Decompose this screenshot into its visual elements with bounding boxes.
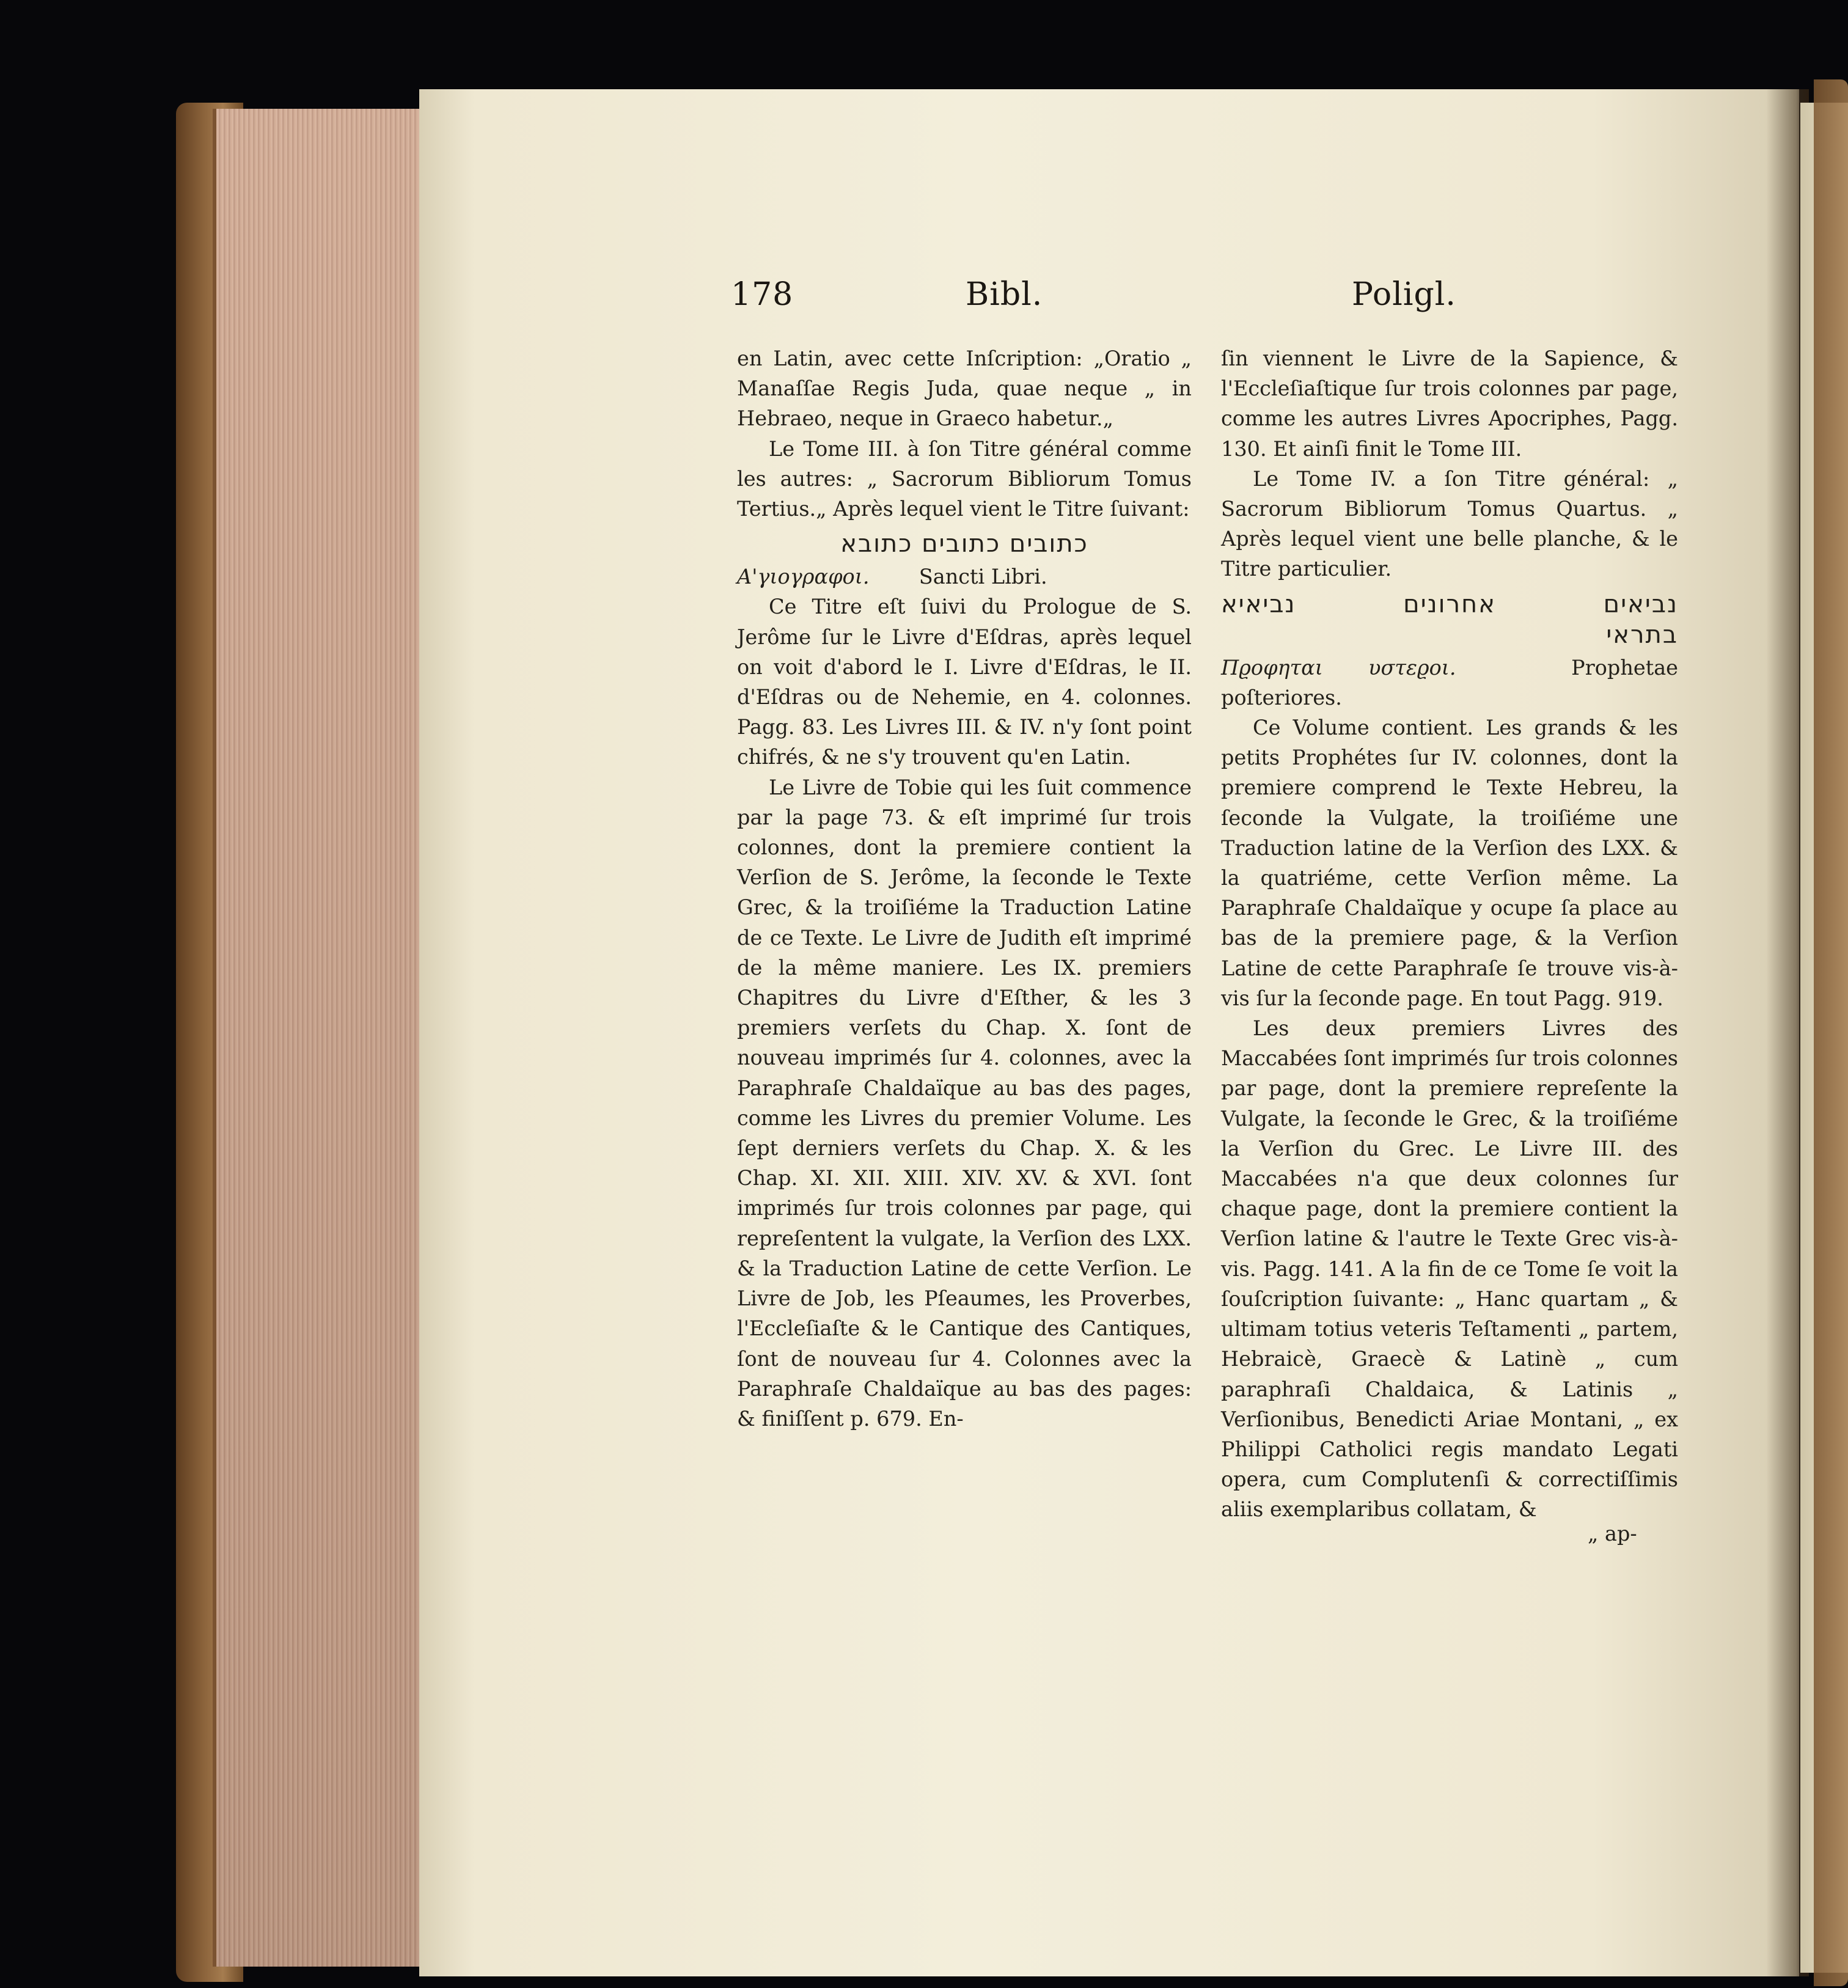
paragraph: ſin viennent le Livre de la Sapience, & l'Eccleſiaſtique ſur trois colonnes par page, comme les autres Livres Apocriphes, Pagg. 130. Et ainſi finit le Tome III. [1221,347,1678,461]
catchword: „ ap- [1588,1522,1637,1546]
greek-title-line [737,562,1192,592]
text-column-right [1221,343,1678,1525]
paragraph: Le Tome III. à ſon Titre général comme les autres: „ Sacrorum Bibliorum Tomus Tertius.„ Après lequel vient le Titre ſuivant: [737,436,1192,521]
hebrew-title-line2: בתראי [1606,620,1678,649]
page-edges [213,109,423,1967]
greek-title-line [1221,653,1678,713]
paragraph: Le Livre de Tobie qui les ſuit commence par la page 73. & eſt imprimé ſur trois colonnes, dont la premiere contient la Verſion de S. Jerôme, la ſeconde le Texte Grec, & la troiſiéme la Traduction Latine de ce Texte. Le Livre de Judith eſt imprimé de la même maniere. Les IX. premiers Chapitres du Livre d'Eſther, & les 3 premiers verſets du Chap. X. ſont de nouveau imprimés ſur 4. colonnes, avec la Paraphraſe Chaldaïque au bas des pages, comme les Livres du premier Volume. Les ſept derniers verſets du Chap. X. & les Chap. XI. XII. XIII. XIV. XV. & XVI. ſont imprimés ſur trois colonnes par page, qui repreſentent la vulgate, la Verſion des LXX. & la Traduction Latine de cette Verſion. Le Livre de Job, les Pſeaumes, les Proverbes, l'Eccleſiaſte & le Cantique des Cantiques, ſont de nouveau ſur 4. Colonnes avec la Paraphraſe Chaldaïque au bas des pages: & finiſſent p. 679. En- [737,775,1192,1431]
page-number: 178 [731,276,794,313]
hebrew-title: כתובים כתובים כתובא [840,530,1088,559]
paragraph: Les deux premiers Livres des Maccabées ſont imprimés ſur trois colonnes par page, dont la premiere repreſente la Vulgate, la ſeconde le Grec, & la troiſiéme la Verſion du Grec. Le Livre III. des Maccabées n'a que deux colonnes ſur chaque page, dont la premiere contient la Verſion latine & l'autre le Texte Grec vis-à-vis. Pagg. 141. A la fin de ce Tome ſe voit la ſouſcription ſuivante: „ Hanc quartam „ & ultimam totius veteris Teſtamenti „ partem, Hebraicè, Graecè & Latinè „ cum paraphraſi Chaldaica, & Latinis „ Verſionibus, Benedicti Ariae Montani, „ ex Philippi Catholici regis mandato Legati opera, cum Complutenſi & correctiſſimis aliis exemplaribus collatam, & [1221,1016,1678,1522]
paragraph: en Latin, avec cette Inſcription: „Oratio „ Manaſſae Regis Juda, quae neque „ in Hebraeo, neque in Graeco habetur.„ [737,347,1192,431]
greek-title: Α'γιογραφοι. [737,565,870,589]
text-column-left [737,343,1192,1434]
paragraph: Ce Titre eſt ſuivi du Prologue de S. Jerôme ſur le Livre d'Eſdras, après lequel on voit d'abord le I. Livre d'Eſdras, le II. d'Eſdras ou de Nehemie, en 4. colonnes. Pagg. 83. Les Livres III. & IV. n'y ſont point chifrés, & ne s'y trouvent qu'en Latin. [737,595,1192,769]
greek-title: Πϱοφηται υστεϱοι. [1221,655,1456,680]
latin-title: Sancti Libri. [919,565,1047,589]
right-cover-board [1814,79,1848,1986]
paragraph: Ce Volume contient. Les grands & les petits Prophétes ſur IV. colonnes, dont la premiere comprend le Texte Hebreu, la ſeconde la Vulgate, la troiſiéme une Traduction latine de la Verſion des LXX. & la quatriéme, cette Verſion même. La Paraphraſe Chaldaïque y ocupe ſa place au bas de la premiere page, & la Verſion Latine de cette Paraphraſe ſe trouve vis-à-vis ſur la ſeconde page. En tout Pagg. 919. [1221,716,1678,1010]
latin-title: Prophetae poſteriores. [1221,655,1678,710]
hebrew-title-line1: נביאים אחרונים נביאיא [1221,590,1678,618]
running-head-right: Poligl. [1352,276,1456,313]
paragraph: Le Tome IV. a ſon Titre général: „ Sacrorum Bibliorum Tomus Quartus. „ Après lequel vient une belle planche, & le Titre particulier. [1221,466,1678,581]
running-head-left: Bibl. [966,276,1043,313]
